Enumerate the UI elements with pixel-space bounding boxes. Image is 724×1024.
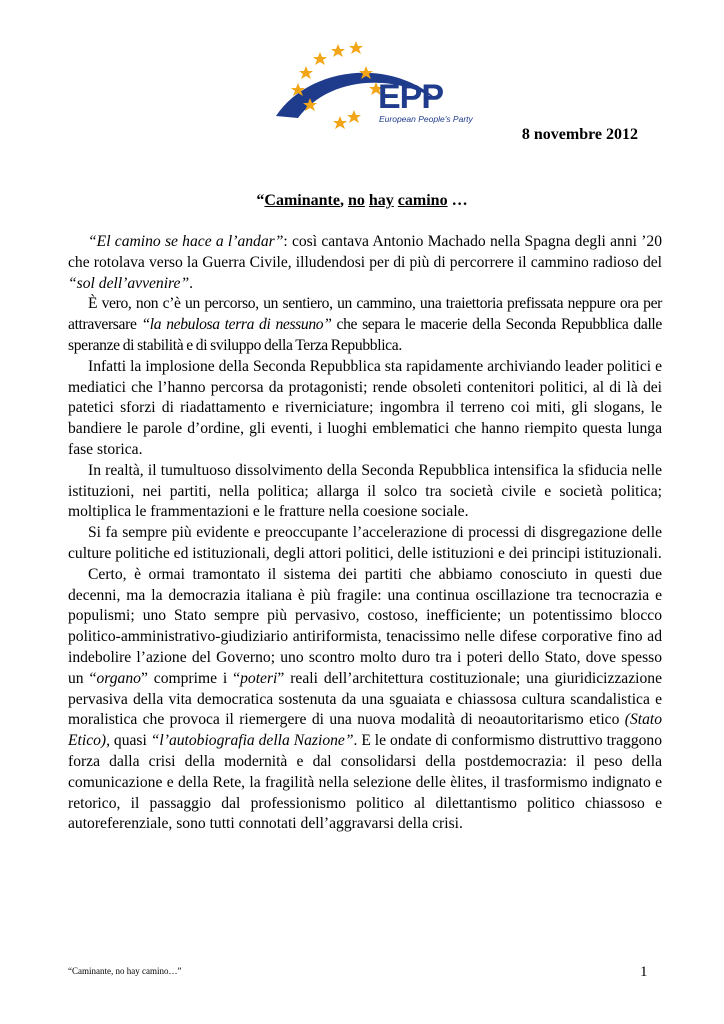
logo-text: EPP xyxy=(378,78,444,116)
text-run: ” comprime i “ xyxy=(140,669,241,687)
italic-text: organo xyxy=(96,669,141,687)
paragraph xyxy=(68,461,662,523)
italic-text: “El camino se hace a l’andar” xyxy=(88,233,284,250)
document-date: 8 novembre 2012 xyxy=(521,126,638,143)
paragraph xyxy=(68,357,662,461)
italic-text: “sol dell’avvenire” xyxy=(68,274,190,292)
italic-text: poteri xyxy=(240,669,278,687)
text-run: quasi xyxy=(110,732,151,750)
italic-text: “la nebulosa terra di nessuno” xyxy=(141,316,332,334)
paragraph xyxy=(68,232,662,294)
italic-text: “l’autobiografia della Nazione” xyxy=(150,732,354,750)
star-icon xyxy=(347,110,361,123)
paragraph xyxy=(68,523,662,565)
document-body xyxy=(68,232,662,835)
star-icon xyxy=(333,116,347,129)
text-run: che separa le macerie della Seconda Repubblica dalle speranze di stabilità e di sviluppo della Terza Repubblica. xyxy=(68,316,662,354)
text-run: Si fa sempre più evidente e preoccupante l’accelerazione di processi di disgregazione delle culture politiche ed istituzionali, degli attori politici, delle istituzioni e dei principi istituzionali. xyxy=(68,524,662,562)
italic-text: (Stato Etico), xyxy=(68,711,662,750)
star-icon xyxy=(349,41,363,54)
text-run: . xyxy=(189,274,194,292)
text-run: In realtà, il tumultuoso dissolvimento della Seconda Repubblica intensifica la sfiducia nelle istituzioni, nei partiti, nella politica; allarga il solco tra società civile e società politica; moltiplica le frammentazioni e le fratture nella coesione sociale. xyxy=(68,461,662,521)
text-run: : così cantava Antonio Machado nella Spagna degli anni ’20 che rotolava verso la Guerra Civile, illudendosi per di più di percorrere il cammino radioso del xyxy=(68,233,662,271)
text-run: ” reali dell’architettura costituzionale; una giuridicizzazione pervasiva della vita democratica sostenuta da una sguaiata e chiassosa cultura scandalistica e moralistica che provoca il riemergere di una nuova modalità di neoautoritarismo etico xyxy=(68,669,662,729)
logo-subtitle: European People's Party xyxy=(379,114,473,124)
running-footer: “Caminante, no hay camino…” xyxy=(68,966,182,976)
text-run: Infatti la implosione della Seconda Repubblica sta rapidamente archiviando leader politici e mediatici che l’hanno percorsa da protagonisti; rende obsoleti contenitori politici, al di là dei patetici sforzi di riadattamento e riverniciature; ingombra il terreno coi miti, gli slogans, le bandiere le parole d’ordine, gli eventi, i luoghi emblematici che hanno riempito questa lunga fase storica. xyxy=(68,357,662,458)
paragraph xyxy=(68,294,662,356)
paragraph xyxy=(68,565,662,835)
text-run: . E le ondate di conformismo distruttivo traggono forza dalla crisi della modernità e dal consolidarsi della postdemocrazia: il peso della comunicazione e della Rete, la fragilità nella selezione delle èlites, il trasformismo indignato e retorico, il passaggio dal professionismo politico al dilettantismo politico chiassoso e autoreferenziale, sono tutti connotati dell’aggravarsi della crisi. xyxy=(68,732,663,833)
star-icon xyxy=(299,66,313,79)
document-title: “Caminante, no hay camino … xyxy=(256,192,468,209)
page-number: 1 xyxy=(640,964,648,980)
star-icon xyxy=(313,52,327,65)
star-icon xyxy=(331,44,345,57)
text-run: È vero, non c’è un percorso, un sentiero, un cammino, una traiettoria prefissata neppure ora per attraversare xyxy=(68,295,662,334)
text-run: Certo, è ormai tramontato il sistema dei partiti che abbiamo conosciuto in questi due decenni, ma la democrazia italiana è più fragile: una continua oscillazione tra tecnocrazia e populismi; uno Stato sempre più pervasivo, costoso, inefficiente; un potentissimo blocco politico-amministrativo-giudiziario antiriformista, tenacissimo nelle difese corporative fino ad indebolire l’azione del Governo; uno scontro molto duro tra i poteri dello Stato, dove spesso un “ xyxy=(68,565,662,687)
